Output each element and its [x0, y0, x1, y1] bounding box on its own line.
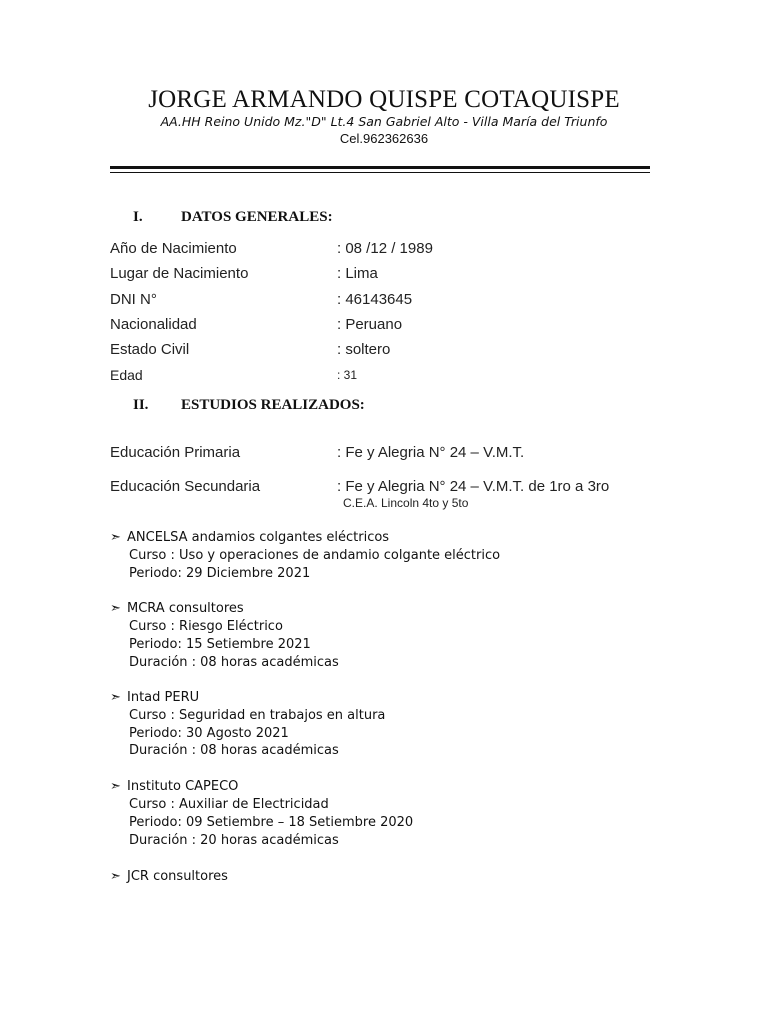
course-name: Curso : Uso y operaciones de andamio colgante eléctrico	[129, 548, 501, 563]
field-value-dni: : 46143645	[337, 291, 413, 308]
arrowhead-bullet-icon: ➣	[110, 530, 121, 545]
field-value-civil-status: : soltero	[337, 341, 391, 358]
course-duration: Duración : 08 horas académicas	[129, 743, 339, 758]
field-label-age: Edad	[110, 367, 143, 383]
course-duration: Duración : 20 horas académicas	[129, 833, 339, 848]
section-number: II.	[133, 397, 149, 413]
course-name: Curso : Seguridad en trabajos en altura	[129, 708, 386, 723]
arrowhead-bullet-icon: ➣	[110, 601, 121, 616]
field-value-nationality: : Peruano	[337, 316, 403, 333]
section-title: DATOS GENERALES:	[181, 209, 333, 225]
header-divider-thin	[110, 172, 650, 173]
field-label-nationality: Nacionalidad	[110, 316, 197, 333]
arrowhead-bullet-icon: ➣	[110, 779, 121, 794]
field-value-birth-place: : Lima	[337, 265, 378, 282]
field-label-civil-status: Estado Civil	[110, 341, 190, 358]
course-period: Periodo: 15 Setiembre 2021	[129, 637, 311, 652]
section-title: ESTUDIOS REALIZADOS:	[181, 397, 365, 413]
field-label-primary-education: Educación Primaria	[110, 444, 241, 461]
field-value-age: : 31	[337, 368, 358, 382]
candidate-name: JORGE ARMANDO QUISPE COTAQUISPE	[148, 86, 620, 113]
field-value-secondary-education: : Fe y Alegria N° 24 – V.M.T. de 1ro a 3ro	[337, 478, 610, 495]
course-period: Periodo: 30 Agosto 2021	[129, 726, 289, 741]
course-org-capeco: ➣ Instituto CAPECO	[110, 779, 239, 794]
section-number: I.	[133, 209, 143, 225]
arrowhead-bullet-icon: ➣	[110, 690, 121, 705]
field-value-secondary-education-2: C.E.A. Lincoln 4to y 5to	[343, 496, 469, 510]
course-period: Periodo: 29 Diciembre 2021	[129, 566, 311, 581]
field-label-secondary-education: Educación Secundaria	[110, 478, 261, 495]
course-name: Curso : Riesgo Eléctrico	[129, 619, 283, 634]
course-name: Curso : Auxiliar de Electricidad	[129, 797, 329, 812]
field-label-dni: DNI N°	[110, 291, 157, 308]
field-label-birth-date: Año de Nacimiento	[110, 240, 237, 257]
field-value-birth-date: : 08 /12 / 1989	[337, 240, 433, 257]
field-value-primary-education: : Fe y Alegria N° 24 – V.M.T.	[337, 444, 525, 461]
phone-number: Cel.962362636	[339, 131, 429, 146]
course-duration: Duración : 08 horas académicas	[129, 655, 339, 670]
course-org-jcr: ➣ JCR consultores	[110, 869, 228, 884]
arrowhead-bullet-icon: ➣	[110, 869, 121, 884]
course-org-intad: ➣ Intad PERU	[110, 690, 200, 705]
address: AA.HH Reino Unido Mz."D" Lt.4 San Gabriel Alto - Villa María del Triunfo	[160, 114, 608, 129]
header-divider-thick	[110, 166, 650, 169]
course-org-mcra: ➣ MCRA consultores	[110, 601, 244, 616]
course-period: Periodo: 09 Setiembre – 18 Setiembre 2020	[129, 815, 414, 830]
course-org-ancelsa: ➣ ANCELSA andamios colgantes eléctricos	[110, 530, 390, 545]
field-label-birth-place: Lugar de Nacimiento	[110, 265, 249, 282]
